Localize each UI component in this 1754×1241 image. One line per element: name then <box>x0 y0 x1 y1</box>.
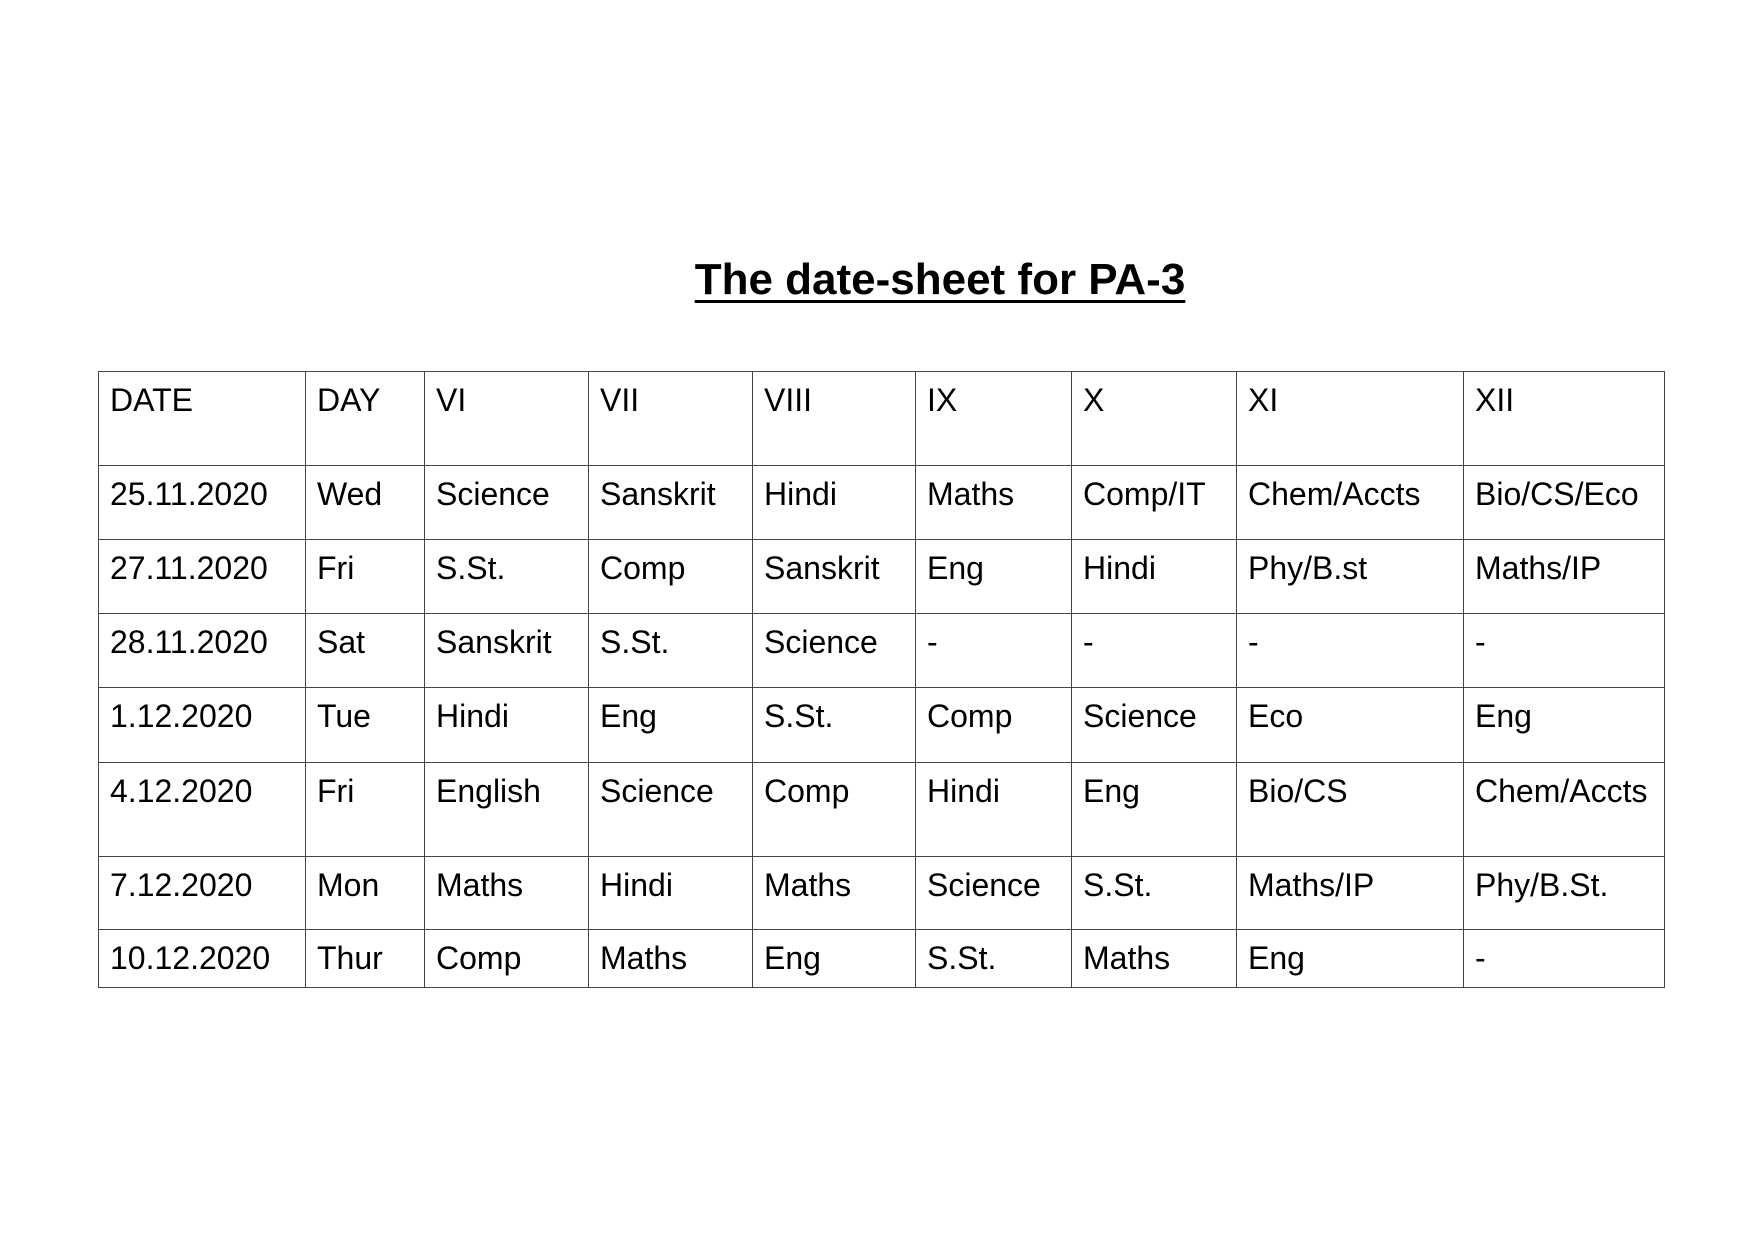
date-cell: 25.11.2020 <box>99 466 306 540</box>
date-cell: 7.12.2020 <box>99 857 306 930</box>
day-cell: Fri <box>306 540 425 614</box>
subject-cell: Science <box>753 614 916 688</box>
subject-cell: Hindi <box>589 857 753 930</box>
subject-cell: - <box>1237 614 1464 688</box>
header-cell-class-viii: VIII <box>753 372 916 466</box>
subject-cell: Bio/CS <box>1237 763 1464 857</box>
header-cell-class-xii: XII <box>1464 372 1665 466</box>
header-cell-class-vii: VII <box>589 372 753 466</box>
subject-cell: S.St. <box>753 688 916 763</box>
date-cell: 27.11.2020 <box>99 540 306 614</box>
subject-cell: Eng <box>916 540 1072 614</box>
date-cell: 1.12.2020 <box>99 688 306 763</box>
subject-cell: Science <box>916 857 1072 930</box>
subject-cell: Science <box>589 763 753 857</box>
day-cell: Mon <box>306 857 425 930</box>
subject-cell: Hindi <box>1072 540 1237 614</box>
subject-cell: - <box>1072 614 1237 688</box>
subject-cell: Science <box>425 466 589 540</box>
subject-cell: Comp/IT <box>1072 466 1237 540</box>
subject-cell: Phy/B.St. <box>1464 857 1665 930</box>
subject-cell: Sanskrit <box>753 540 916 614</box>
subject-cell: S.St. <box>1072 857 1237 930</box>
subject-cell: - <box>1464 614 1665 688</box>
table-row <box>99 466 1665 540</box>
subject-cell: Eng <box>753 930 916 988</box>
subject-cell: Comp <box>916 688 1072 763</box>
subject-cell: Maths <box>589 930 753 988</box>
table-row <box>99 614 1665 688</box>
table-row <box>99 857 1665 930</box>
subject-cell: Maths <box>425 857 589 930</box>
subject-cell: Science <box>1072 688 1237 763</box>
subject-cell: Comp <box>425 930 589 988</box>
subject-cell: Phy/B.st <box>1237 540 1464 614</box>
header-cell-class-ix: IX <box>916 372 1072 466</box>
date-cell: 10.12.2020 <box>99 930 306 988</box>
subject-cell: S.St. <box>425 540 589 614</box>
day-cell: Sat <box>306 614 425 688</box>
subject-cell: Eng <box>589 688 753 763</box>
subject-cell: S.St. <box>916 930 1072 988</box>
header-cell-class-x: X <box>1072 372 1237 466</box>
day-cell: Fri <box>306 763 425 857</box>
date-sheet-table <box>98 371 1665 988</box>
subject-cell: Eng <box>1237 930 1464 988</box>
subject-cell: Hindi <box>425 688 589 763</box>
header-row <box>99 372 1665 466</box>
subject-cell: Maths <box>916 466 1072 540</box>
date-cell: 28.11.2020 <box>99 614 306 688</box>
day-cell: Thur <box>306 930 425 988</box>
subject-cell: Eng <box>1072 763 1237 857</box>
subject-cell: Eng <box>1464 688 1665 763</box>
subject-cell: English <box>425 763 589 857</box>
header-cell-class-xi: XI <box>1237 372 1464 466</box>
subject-cell: Maths/IP <box>1464 540 1665 614</box>
subject-cell: Maths <box>753 857 916 930</box>
subject-cell: - <box>916 614 1072 688</box>
subject-cell: Chem/Accts <box>1237 466 1464 540</box>
header-cell-date: DATE <box>99 372 306 466</box>
table-row <box>99 763 1665 857</box>
subject-cell: Comp <box>753 763 916 857</box>
table-row <box>99 688 1665 763</box>
date-cell: 4.12.2020 <box>99 763 306 857</box>
subject-cell: Maths <box>1072 930 1237 988</box>
subject-cell: Maths/IP <box>1237 857 1464 930</box>
subject-cell: Bio/CS/Eco <box>1464 466 1665 540</box>
subject-cell: Sanskrit <box>589 466 753 540</box>
subject-cell: Comp <box>589 540 753 614</box>
subject-cell: Eco <box>1237 688 1464 763</box>
table-row <box>99 930 1665 988</box>
subject-cell: Sanskrit <box>425 614 589 688</box>
subject-cell: Hindi <box>916 763 1072 857</box>
subject-cell: Chem/Accts <box>1464 763 1665 857</box>
subject-cell: Hindi <box>753 466 916 540</box>
day-cell: Wed <box>306 466 425 540</box>
subject-cell: - <box>1464 930 1665 988</box>
header-cell-class-vi: VI <box>425 372 589 466</box>
subject-cell: S.St. <box>589 614 753 688</box>
day-cell: Tue <box>306 688 425 763</box>
page-title: The date-sheet for PA-3 <box>694 255 1186 304</box>
table-row <box>99 540 1665 614</box>
header-cell-day: DAY <box>306 372 425 466</box>
